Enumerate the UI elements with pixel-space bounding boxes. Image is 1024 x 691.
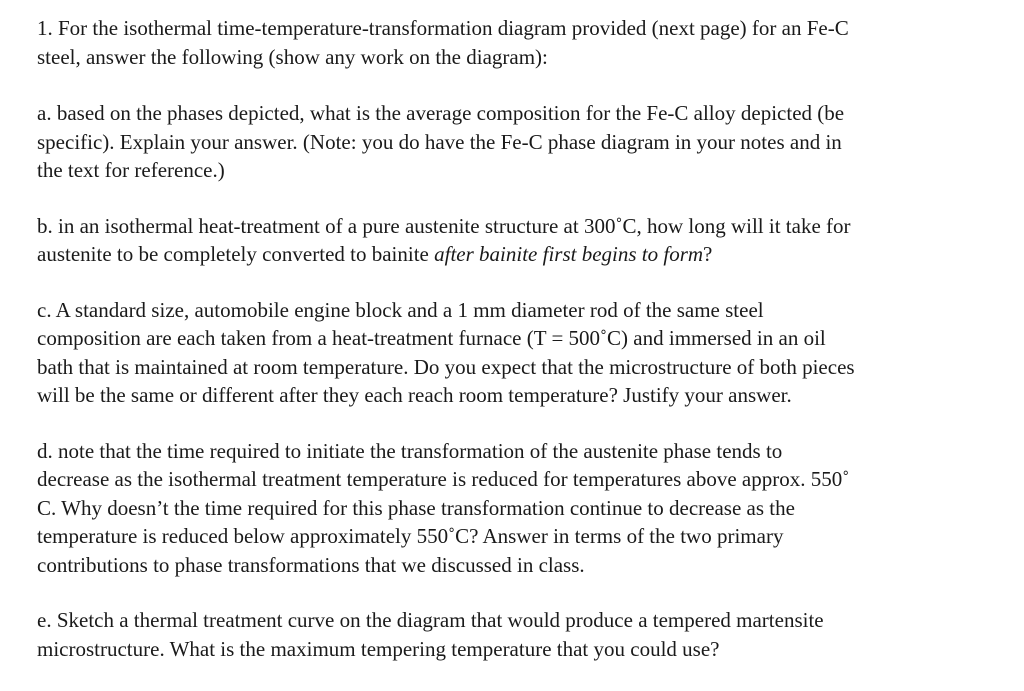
text-line: 1. For the isothermal time-temperature-transformation diagram provided (next page) for an Fe-C — [37, 16, 849, 40]
italic-emphasis: after bainite first begins to form — [434, 242, 704, 266]
text-line: a. based on the phases depicted, what is the average composition for the Fe-C alloy depicted (be — [37, 101, 845, 125]
text-line: e. Sketch a thermal treatment curve on the diagram that would produce a tempered martensite — [37, 608, 824, 632]
text-line: steel, answer the following (show any work on the diagram): — [37, 44, 548, 69]
text-line: the text for reference.) — [37, 158, 225, 182]
question-part-a — [37, 99, 997, 185]
text-line: C. Why doesn’t the time required for this phase transformation continue to decrease as the — [37, 495, 795, 520]
question-part-c — [37, 296, 997, 410]
question-part-d — [37, 437, 997, 580]
text-line: d. note that the time required to initiate the transformation of the austenite phase tends to — [37, 438, 783, 463]
text-line: will be the same or different after they each reach room temperature? Justify your answer. — [37, 383, 792, 407]
text-line: temperature is reduced below approximately 550˚C? Answer in terms of the two primary — [37, 524, 784, 548]
text-line: contributions to phase transformations that we discussed in class. — [37, 552, 585, 577]
text-line: b. in an isothermal heat-treatment of a pure austenite structure at 300˚C, how long will it take for — [37, 213, 851, 238]
text-segment: ? — [703, 242, 713, 266]
text-line: bath that is maintained at room temperature. Do you expect that the microstructure of both pieces — [37, 354, 855, 379]
problem-sheet — [37, 14, 997, 663]
text-segment: austenite to be completely converted to bainite — [37, 242, 435, 266]
text-line: c. A standard size, automobile engine block and a 1 mm diameter rod of the same steel — [37, 297, 764, 322]
text-line: specific). Explain your answer. (Note: you do have the Fe-C phase diagram in your notes and in — [37, 129, 842, 154]
question-part-e — [37, 606, 997, 663]
text-line: composition are each taken from a heat-treatment furnace (T = 500˚C) and immersed in an oil — [37, 326, 826, 350]
text-line — [37, 240, 997, 269]
text-line: microstructure. What is the maximum tempering temperature that you could use? — [37, 636, 720, 661]
text-line: decrease as the isothermal treatment temperature is reduced for temperatures above approx. 550˚ — [37, 467, 850, 491]
question-part-b — [37, 212, 997, 269]
question-1-intro — [37, 14, 997, 71]
